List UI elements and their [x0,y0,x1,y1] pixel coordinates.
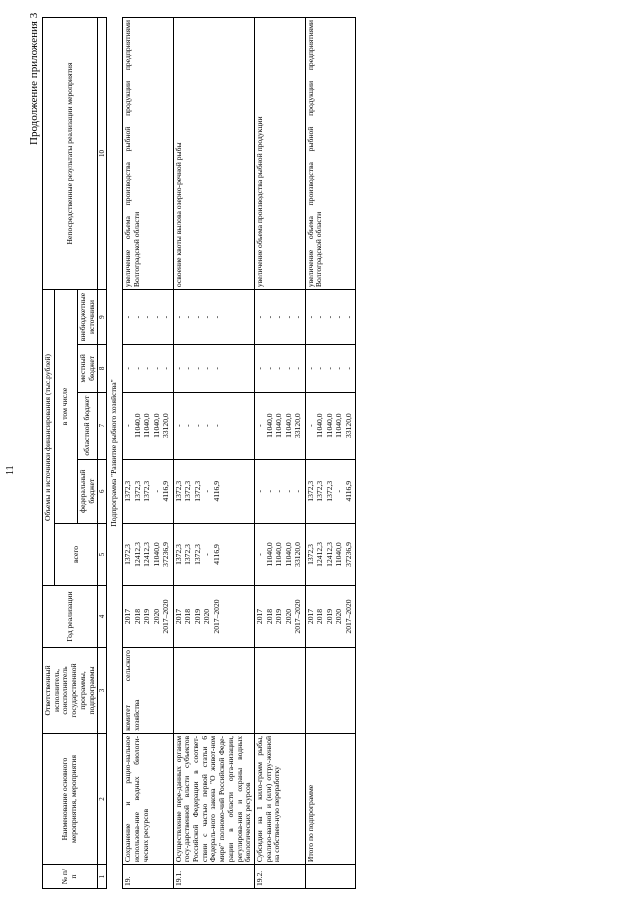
value-years: 2017–2020 [343,599,353,634]
row-name: Осуществление пере-данных органам госу-дарственной власти субъектов Российской Федерации в соответ-ствии с частью первой статьи 6 Федераль-ного закона "О живот-ном мире" полномо-чий Российской Феде-рации в области орга-низации, регулирова-ния и охраны водных биологических ресурсов [173,733,254,864]
col-number: 3 [98,648,107,734]
value-local: - [283,367,293,370]
value-extra: - [123,315,133,319]
value-regional: - [123,424,133,427]
value-total: 12412,3 [142,542,152,567]
row-number: 19.1. [173,865,254,889]
value-years: 2019 [324,608,334,625]
value-local: - [274,367,284,370]
value-extra: - [283,315,293,319]
row-regional [173,392,254,459]
value-years: 2017 [173,608,183,625]
table-row [173,18,254,889]
value-federal: 1372,3 [305,480,315,502]
value-total: 11040,0 [334,542,344,567]
row-years [305,585,356,647]
table-row [123,18,174,889]
value-regional: 11040,0 [324,413,334,438]
header-regional: областной бюджет [77,392,97,459]
value-federal: - [151,489,161,493]
row-federal [255,459,306,523]
header-financing: Объемы и источники финансирования (тыс.рублей) [43,290,55,586]
col-number: 4 [98,585,107,647]
value-total: 1372,3 [123,544,133,565]
value-local: - [151,367,161,370]
value-federal: 1372,3 [192,480,202,502]
col-number: 7 [98,392,107,459]
value-extra: - [293,315,303,319]
value-years: 2017 [305,608,315,625]
value-federal: - [202,489,212,493]
col-number: 5 [98,523,107,585]
value-local: - [183,367,193,370]
value-federal: 1372,3 [142,480,152,502]
row-executor [255,648,306,734]
value-local: - [161,367,171,370]
value-extra: - [315,315,325,319]
row-years [123,585,174,647]
value-local: - [324,367,334,370]
value-local: - [173,367,183,370]
value-years: 2017 [123,608,133,625]
row-regional [255,392,306,459]
value-federal: 1372,3 [173,480,183,502]
row-federal [123,459,174,523]
row-result: увеличение объема производства рыбной продукции [255,18,306,290]
value-local: - [132,367,142,370]
value-federal: 4116,9 [343,480,353,502]
value-regional: - [183,424,193,427]
row-local [173,345,254,393]
value-years: 2018 [315,608,325,625]
value-regional: - [255,424,265,427]
header-total: всего [54,523,98,585]
header-federal: федеральный бюджет [77,459,97,523]
value-extra: - [151,315,161,319]
value-years: 2018 [264,608,274,625]
value-extra: - [161,315,171,319]
subprogram-title: Подпрограмма "Развитие рыбного хозяйства" [109,379,119,527]
value-total: 37236,9 [343,542,353,567]
row-executor [305,648,356,734]
value-regional: 11040,0 [142,413,152,438]
row-federal [305,459,356,523]
value-federal: - [293,489,303,493]
value-local: - [334,367,344,370]
value-regional: 33120,0 [293,413,303,438]
header-executor: Ответственный исполнитель, соисполнитель государственной программы, подпрограммы [43,648,98,734]
value-total: 11040,0 [274,542,284,567]
row-extra [305,290,356,345]
value-total: 1372,3 [183,544,193,565]
value-federal: 4116,9 [211,480,221,502]
row-extra [173,290,254,345]
value-federal: - [274,489,284,493]
value-local: - [202,367,212,370]
row-extra [255,290,306,345]
value-regional: 11040,0 [151,413,161,438]
value-local: - [192,367,202,370]
value-federal: 1372,3 [324,480,334,502]
page-number: 11 [5,465,16,475]
value-extra: - [305,315,315,319]
row-number: 19. [123,865,174,889]
value-extra: - [324,315,334,319]
value-federal: - [283,489,293,493]
row-result: увеличение объема производства рыбной продукции предприятиями Волгоградской области [123,18,174,290]
value-years: 2018 [183,608,193,625]
value-local: - [264,367,274,370]
value-total: 11040,0 [264,542,274,567]
row-years [173,585,254,647]
value-regional: 11040,0 [132,413,142,438]
row-regional [305,392,356,459]
value-regional: 11040,0 [315,413,325,438]
table-row [305,18,356,889]
row-local [255,345,306,393]
row-executor [173,648,254,734]
header-no: № п/п [43,865,98,889]
row-local [305,345,356,393]
value-regional: - [192,424,202,427]
value-regional: - [202,424,212,427]
row-federal [173,459,254,523]
value-local: - [123,367,133,370]
value-extra: - [343,315,353,319]
row-number [305,865,356,889]
header-name: Наименование основного мероприятия, мероприятия [43,733,98,864]
row-extra [123,290,174,345]
value-federal: 1372,3 [123,480,133,502]
row-name: Сохранение и рацио-нальное использова-ние водных биологи-ческих ресурсов [123,733,174,864]
value-years: 2020 [202,608,212,625]
value-federal: 1372,3 [183,480,193,502]
value-extra: - [132,315,142,319]
row-executor: комитет сельского хозяйства [123,648,174,734]
value-total: 12412,3 [315,542,325,567]
row-regional [123,392,174,459]
header-year: Год реализации [43,585,98,647]
value-extra: - [142,315,152,319]
col-number: 2 [98,733,107,864]
row-years [255,585,306,647]
row-name: Субсидии на 1 кило-грамм рыбы, реализо-ванной и (или) отгру-женной на собствен-ную переработку [255,733,306,864]
value-total: 1372,3 [305,544,315,565]
row-number: 19.2. [255,865,306,889]
value-total: 11040,0 [151,542,161,567]
value-regional: 11040,0 [283,413,293,438]
value-regional: 11040,0 [264,413,274,438]
value-years: 2017 [255,608,265,625]
value-regional: - [173,424,183,427]
value-years: 2017–2020 [211,599,221,634]
table-row [255,18,306,889]
value-extra: - [192,315,202,319]
value-years: 2020 [151,608,161,625]
value-local: - [315,367,325,370]
value-extra: - [274,315,284,319]
row-total [255,523,306,585]
row-total [123,523,174,585]
value-local: - [142,367,152,370]
financing-table [42,17,356,889]
value-total: 12412,3 [132,542,142,567]
value-years: 2020 [334,608,344,625]
value-extra: - [173,315,183,319]
value-years: 2017–2020 [161,599,171,634]
row-result: увеличение объема производства рыбной продукции предприятиями Волгоградской области [305,18,356,290]
col-number: 8 [98,345,107,393]
header-results: Непосредственные результаты реализации мероприятия [43,18,98,290]
value-regional: 11040,0 [274,413,284,438]
col-number: 9 [98,290,107,345]
value-regional: 11040,0 [334,413,344,438]
value-total: 12412,3 [324,542,334,567]
value-federal: - [334,489,344,493]
value-regional: 33120,0 [161,413,171,438]
value-local: - [255,367,265,370]
value-years: 2020 [283,608,293,625]
value-extra: - [334,315,344,319]
value-extra: - [211,315,221,319]
value-regional: - [305,424,315,427]
value-years: 2019 [274,608,284,625]
value-local: - [305,367,315,370]
value-years: 2017–2020 [293,599,303,634]
header-extra: внебюджетные источники [77,290,97,345]
value-federal: 1372,3 [132,480,142,502]
value-total: 1372,3 [173,544,183,565]
value-extra: - [255,315,265,319]
value-extra: - [183,315,193,319]
value-regional: 33120,0 [343,413,353,438]
value-extra: - [264,315,274,319]
value-local: - [343,367,353,370]
value-total: 4116,9 [211,544,221,565]
row-total [173,523,254,585]
value-years: 2019 [142,608,152,625]
value-total: 37236,9 [161,542,171,567]
value-total: 11040,0 [283,542,293,567]
value-years: 2018 [132,608,142,625]
value-federal: 4116,9 [161,480,171,502]
row-local [123,345,174,393]
row-name: Итого по подпрограмме [305,733,356,864]
value-local: - [211,367,221,370]
row-total [305,523,356,585]
continuation-label: Продолжение приложения 3 [28,12,40,145]
row-result: освоение квоты вылова озерно-речной рыбы [173,18,254,290]
value-total: - [255,553,265,556]
header-in-that: в том числе [54,290,77,524]
value-total: - [202,553,212,556]
value-extra: - [202,315,212,319]
header-local: местный бюджет [77,345,97,393]
value-total: 1372,3 [192,544,202,565]
value-federal: - [255,489,265,493]
value-regional: - [211,424,221,427]
col-number: 10 [98,18,107,290]
value-federal: - [264,489,274,493]
value-total: 33120,0 [293,542,303,567]
col-number: 1 [98,865,107,889]
value-years: 2019 [192,608,202,625]
value-local: - [293,367,303,370]
value-federal: 1372,3 [315,480,325,502]
col-number: 6 [98,459,107,523]
